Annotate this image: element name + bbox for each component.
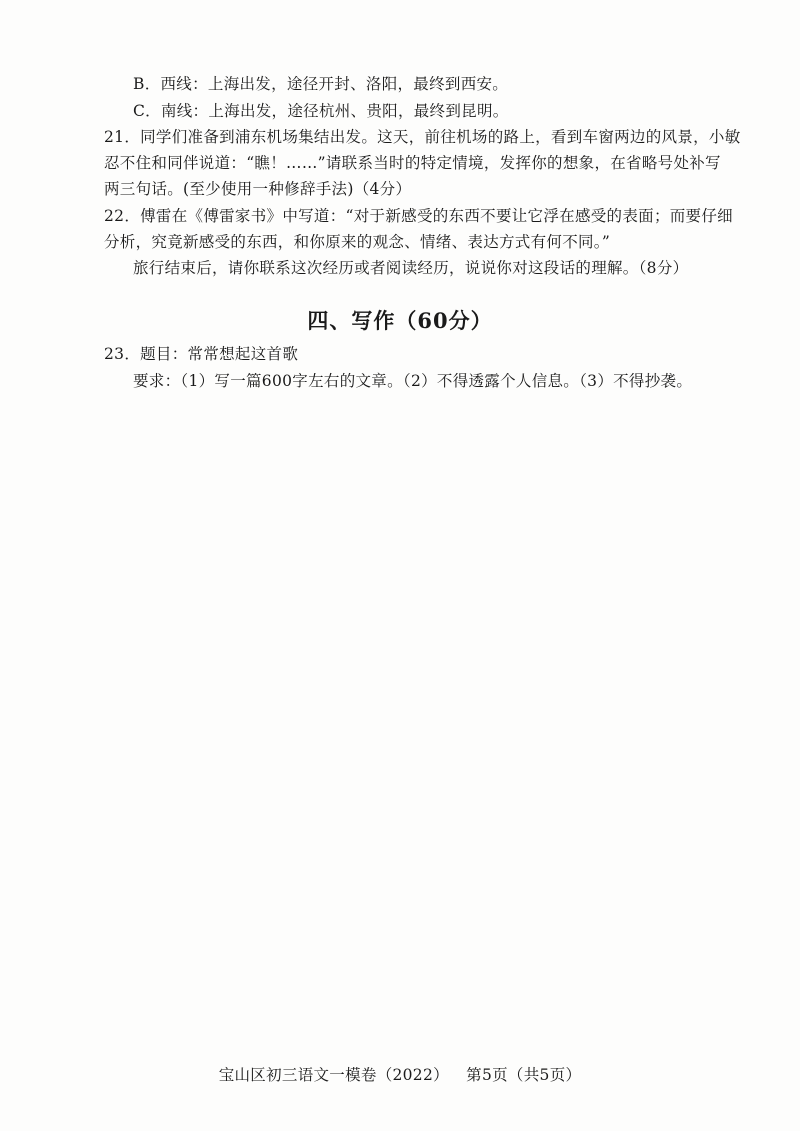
option-b: B．西线：上海出发，途径开封、洛阳，最终到西安。	[133, 75, 509, 93]
question-22-line-1: 22．傅雷在《傅雷家书》中写道：“对于新感受的东西不要让它浮在感受的表面；而要仔细	[104, 207, 733, 225]
question-23-title: 23．题目：常常想起这首歌	[104, 345, 299, 363]
footer-exam-name: 宝山区初三语文一模卷（2022）	[218, 1066, 449, 1084]
question-21-line-1: 21．同学们准备到浦东机场集结出发。这天，前往机场的路上，看到车窗两边的风景，小敏	[104, 128, 741, 146]
question-23-requirements: 要求：（1）写一篇600字左右的文章。（2）不得透露个人信息。（3）不得抄袭。	[133, 372, 693, 390]
question-22-line-3: 旅行结束后，请你联系这次经历或者阅读经历，说说你对这段话的理解。（8分）	[133, 259, 689, 277]
question-21-line-2: 忍不住和同伴说道：“瞧！……”请联系当时的特定情境，发挥你的想象，在省略号处补写	[104, 154, 721, 172]
section-title-writing: 四、写作（60分）	[307, 308, 493, 333]
question-21-line-3: 两三句话。(至少使用一种修辞手法)（4分）	[104, 180, 412, 198]
question-22-line-2: 分析，究竟新感受的东西，和你原来的观念、情绪、表达方式有何不同。”	[104, 233, 611, 251]
footer-page-info: 第5页（共5页）	[466, 1066, 582, 1084]
option-c: C．南线：上海出发，途径杭州、贵阳，最终到昆明。	[133, 102, 509, 120]
page-footer	[0, 1063, 800, 1085]
